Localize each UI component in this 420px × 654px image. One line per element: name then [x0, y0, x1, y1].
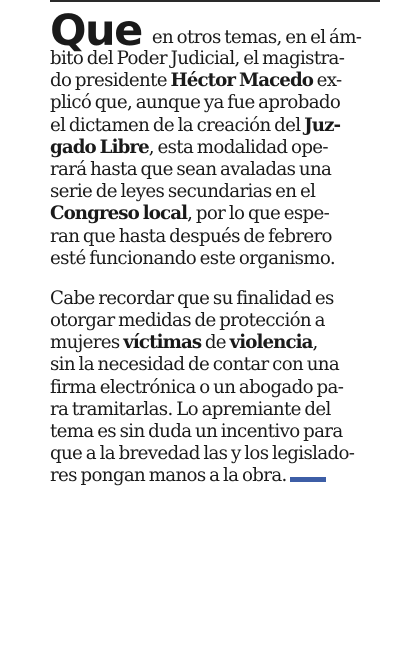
line-12-text: Cabe recordar que su finalidad es	[50, 287, 334, 309]
term-juzgado-a: Juz-	[304, 114, 341, 136]
line-16	[50, 377, 382, 399]
line-5-a: el dictamen de la creación del	[50, 114, 305, 136]
term-victimas: víctimas	[123, 332, 202, 354]
line-15	[50, 354, 382, 376]
line-5	[50, 115, 382, 137]
line-16-text: firma electrónica o un abogado pa-	[50, 376, 344, 398]
line-17	[50, 399, 382, 421]
line-20-text: res pongan manos a la obra.	[50, 465, 287, 487]
line-11	[50, 248, 382, 270]
line-2-text: bito del Poder Judicial, el magistra-	[50, 48, 345, 69]
line-11-text: esté funcionando este organismo.	[50, 247, 336, 269]
line-7-text: rará hasta que sean avaladas una	[50, 158, 332, 180]
line-6-b: , esta modalidad ope-	[148, 136, 328, 158]
line-20	[50, 465, 382, 487]
top-rule	[50, 0, 380, 2]
end-of-article-mark	[290, 477, 326, 482]
line-1-text: en otros temas, en el ám-	[151, 27, 362, 48]
paragraph-2	[50, 288, 382, 488]
term-violencia: violencia	[229, 332, 313, 354]
term-congreso-local: Congreso local	[50, 203, 188, 225]
line-9-b: , por lo que espe-	[187, 203, 330, 225]
name-hector-macedo: Héctor Macedo	[170, 70, 313, 92]
line-17-text: ra tramitarlas. Lo apremiante del	[50, 398, 331, 420]
line-3-b: ex-	[313, 70, 342, 92]
line-2	[50, 48, 382, 70]
line-19	[50, 443, 382, 465]
line-4-text: plicó que, aunque ya fue aprobado	[50, 92, 341, 114]
line-8-text: serie de leyes secundarias en el	[50, 181, 316, 203]
line-1	[50, 6, 382, 56]
line-12	[50, 288, 382, 310]
line-14-a: mujeres	[50, 332, 124, 354]
line-13-text: otorgar medidas de protección a	[50, 310, 325, 332]
line-14-c: ,	[312, 332, 318, 354]
line-13	[50, 310, 382, 332]
dropcap: Que	[50, 6, 142, 56]
line-8	[50, 181, 382, 203]
line-10	[50, 226, 382, 248]
term-juzgado-b: gado Libre	[50, 136, 149, 158]
line-9	[50, 203, 382, 225]
line-3	[50, 70, 382, 92]
line-18-text: tema es sin duda un incentivo para	[50, 421, 343, 442]
line-10-text: ran que hasta después de febrero	[50, 225, 332, 247]
article-body	[50, 6, 382, 488]
line-14	[50, 332, 382, 354]
line-3-a: do presidente	[50, 70, 171, 92]
line-6	[50, 137, 382, 159]
line-18	[50, 421, 382, 443]
line-14-b: de	[201, 332, 230, 354]
line-15-text: sin la necesidad de contar con una	[50, 354, 340, 376]
line-19-text: que a la brevedad las y los legislado-	[50, 443, 355, 465]
line-4	[50, 92, 382, 114]
line-7	[50, 159, 382, 181]
paragraph-1	[50, 6, 382, 270]
